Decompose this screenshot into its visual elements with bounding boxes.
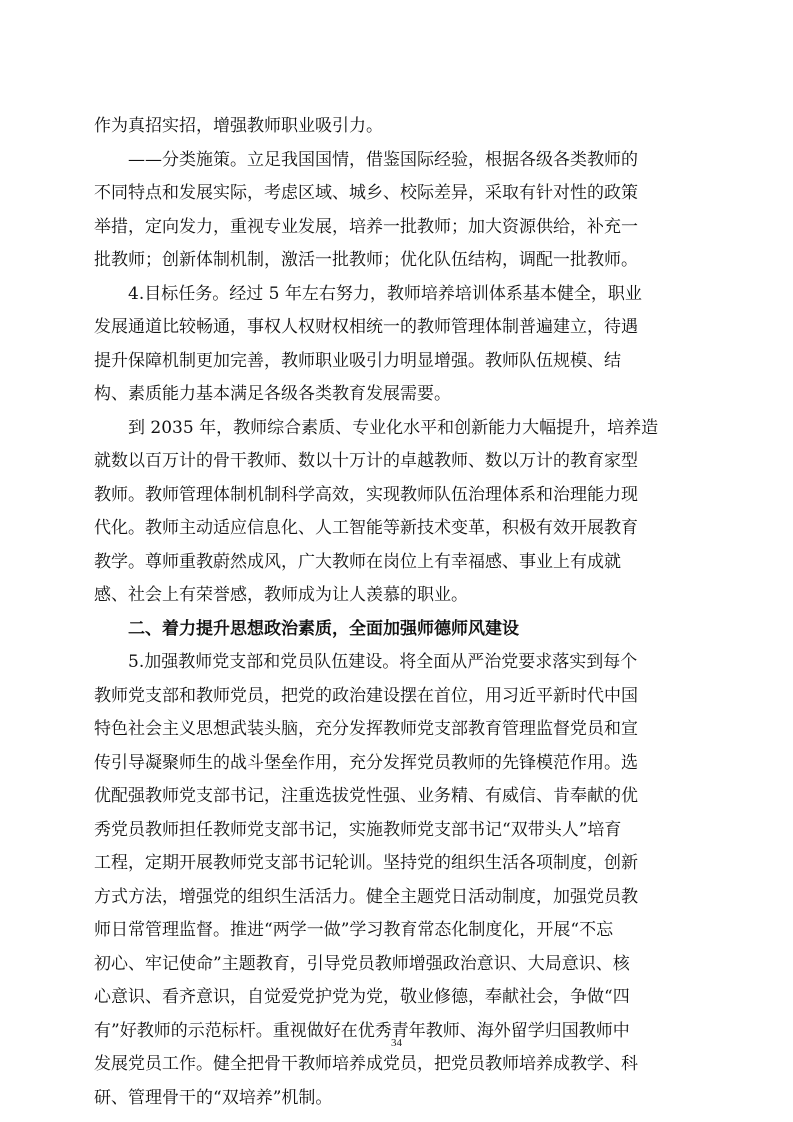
text-line: 教师。教师管理体制机制科学高效，实现教师队伍治理体系和治理能力现 (94, 484, 638, 505)
text-line: 师日常管理监督。推进“两学一做”学习教育常态化制度化，开展“不忘 (94, 920, 614, 940)
text-line: 教学。尊师重教蔚然成风，广大教师在岗位上有幸福感、事业上有成就 (94, 551, 621, 572)
text-line: 初心、牢记使命”主题教育，引导党员教师增强政治意识、大局意识、核 (94, 953, 630, 974)
text-line: 发展通道比较畅通，事权人权财权相统一的教师管理体制普遍建立，待遇 (94, 317, 638, 337)
text-line: 批教师；创新体制机制，激活一批教师；优化队伍结构，调配一批教师。 (94, 250, 638, 270)
text-line: 举措，定向发力，重视专业发展，培养一批教师；加大资源供给，补充一 (94, 216, 638, 237)
text-line: 不同特点和发展实际，考虑区域、城乡、校际差异，采取有针对性的政策 (94, 183, 638, 203)
text-line: 提升保障机制更加完善，教师职业吸引力明显增强。教师队伍规模、结 (94, 350, 621, 371)
text-line: 优配强教师党支部书记，注重选拔党性强、业务精、有威信、肯奉献的优 (94, 786, 638, 806)
text-line: 感、社会上有荣誉感，教师成为让人羡慕的职业。 (94, 585, 468, 605)
text-line: 教师党支部和教师党员，把党的政治建设摆在首位，用习近平新时代中国 (94, 685, 638, 706)
text-line: 构、素质能力基本满足各级各类教育发展需要。 (94, 384, 451, 404)
text-line: 5.加强教师党支部和党员队伍建设。将全面从严治党要求落实到每个 (128, 652, 638, 672)
document-body (94, 110, 704, 1115)
text-line: 方式方法，增强党的组织生活活力。健全主题党日活动制度，加强党员教 (94, 886, 638, 907)
text-line: 到 2035 年，教师综合素质、专业化水平和创新能力大幅提升，培养造 (128, 417, 659, 438)
text-line: 代化。教师主动适应信息化、人工智能等新技术变革，积极有效开展教育 (94, 518, 638, 538)
section-heading: 二、着力提升思想政治素质，全面加强师德师风建设 (128, 618, 519, 639)
text-line: ——分类施策。立足我国国情，借鉴国际经验，根据各级各类教师的 (128, 149, 638, 170)
text-line: 传引导凝聚师生的战斗堡垒作用，充分发挥党员教师的先锋模范作用。选 (94, 752, 638, 773)
text-line: 4.目标任务。经过 5 年左右努力，教师培养培训体系基本健全，职业 (128, 283, 642, 304)
text-line: 作为真招实招，增强教师职业吸引力。 (94, 116, 383, 136)
text-line: 心意识、看齐意识，自觉爱党护党为党，敬业修德，奉献社会，争做“四 (94, 987, 630, 1007)
text-line: 秀党员教师担任教师党支部书记，实施教师党支部书记“双带头人”培育 (94, 819, 622, 840)
text-line: 就数以百万计的骨干教师、数以十万计的卓越教师、数以万计的教育家型 (94, 451, 638, 471)
text-line: 研、管理骨干的“双培养”机制。 (94, 1087, 333, 1108)
text-line: 特色社会主义思想武装头脑，充分发挥教师党支部教育管理监督党员和宣 (94, 719, 638, 739)
text-line: 发展党员工作。健全把骨干教师培养成党员，把党员教师培养成教学、科 (94, 1054, 638, 1074)
text-line: 工程，定期开展教师党支部书记轮训。坚持党的组织生活各项制度，创新 (94, 853, 638, 873)
text-line: 有”好教师的示范标杆。重视做好在优秀青年教师、海外留学归国教师中 (94, 1020, 630, 1041)
page-number: 34 (391, 1037, 402, 1049)
